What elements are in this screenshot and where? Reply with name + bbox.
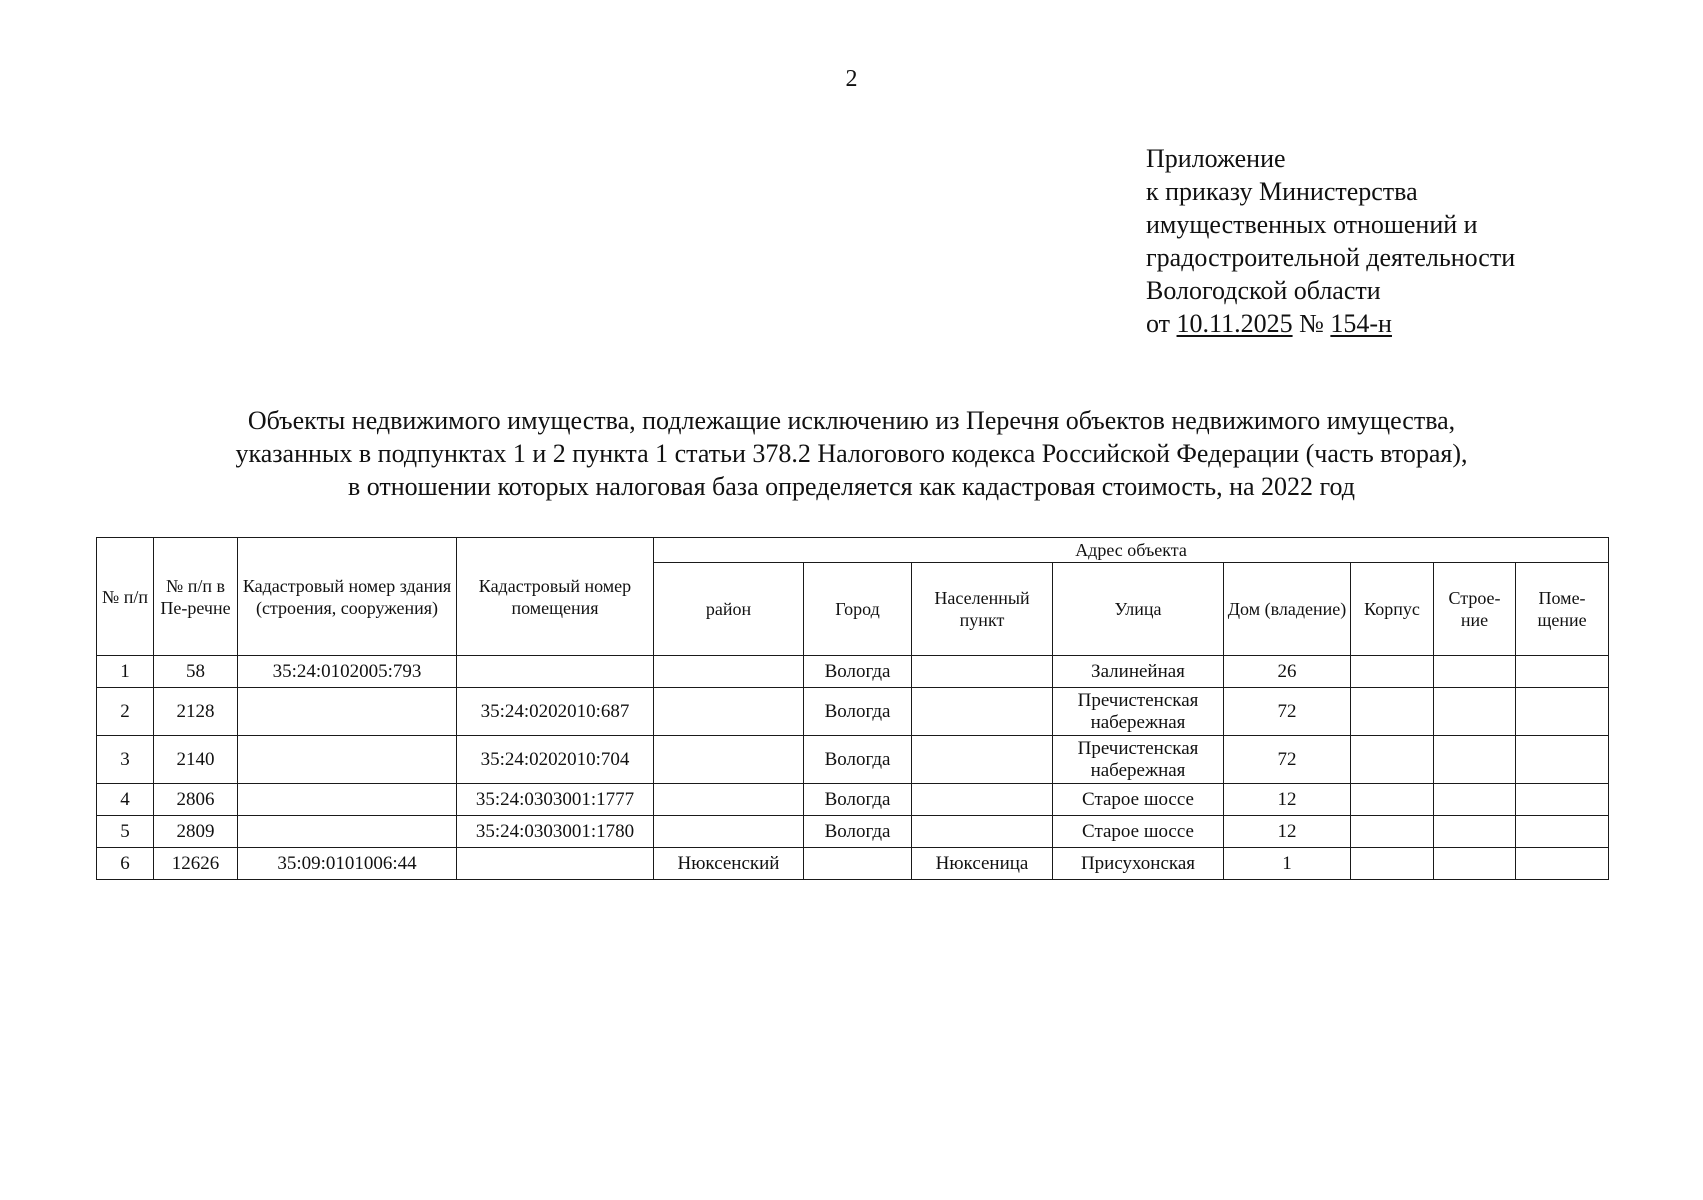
table-row: [97, 736, 1609, 784]
street-line: Пречистенская: [1077, 689, 1199, 711]
cell-room: [1516, 656, 1609, 688]
cell-district: Нюксенский: [654, 848, 804, 880]
cell-room-cadastral: 35:24:0202010:687: [457, 688, 654, 736]
header-room-cadastral: Кадастровый номер помещения: [457, 538, 654, 656]
cell-room: [1516, 816, 1609, 848]
cell-num: 6: [97, 848, 154, 880]
objects-table: [96, 537, 1609, 880]
appendix-date-prefix: от: [1146, 309, 1171, 338]
appendix-line: Вологодской области: [1146, 276, 1381, 305]
cell-street: [1053, 848, 1224, 880]
cell-building-cadastral: 35:09:0101006:44: [238, 848, 457, 880]
cell-district: [654, 736, 804, 784]
header-house: Дом (владение): [1224, 563, 1351, 656]
cell-settlement: [912, 656, 1053, 688]
table-row: [97, 816, 1609, 848]
cell-korpus: [1351, 688, 1434, 736]
street-line: набережная: [1090, 711, 1186, 733]
header-structure: Строе-ние: [1434, 563, 1516, 656]
cell-house: 72: [1224, 688, 1351, 736]
street-line: Пречистенская: [1077, 737, 1199, 759]
cell-building-cadastral: 35:24:0102005:793: [238, 656, 457, 688]
cell-city: Вологда: [804, 784, 912, 816]
table-row: [97, 656, 1609, 688]
title-line: Объекты недвижимого имущества, подлежащие исключению из Перечня объектов недвижимого имущества,: [247, 406, 1456, 435]
cell-room-cadastral: [457, 848, 654, 880]
cell-city: [804, 848, 912, 880]
cell-room-cadastral: 35:24:0303001:1777: [457, 784, 654, 816]
street-line: Присухонская: [1080, 852, 1196, 874]
cell-street: [1053, 736, 1224, 784]
cell-district: [654, 816, 804, 848]
cell-room-cadastral: [457, 656, 654, 688]
cell-street: [1053, 816, 1224, 848]
cell-building-cadastral: [238, 784, 457, 816]
cell-structure: [1434, 848, 1516, 880]
cell-structure: [1434, 688, 1516, 736]
page-number: 2: [845, 66, 858, 92]
cell-street: [1053, 784, 1224, 816]
cell-room-cadastral: 35:24:0202010:704: [457, 736, 654, 784]
cell-num: 4: [97, 784, 154, 816]
cell-district: [654, 784, 804, 816]
cell-settlement: [912, 688, 1053, 736]
cell-settlement: [912, 736, 1053, 784]
cell-building-cadastral: [238, 688, 457, 736]
cell-city: Вологда: [804, 816, 912, 848]
table-row: [97, 688, 1609, 736]
street-line: набережная: [1090, 759, 1186, 781]
cell-house: 1: [1224, 848, 1351, 880]
cell-city: Вологда: [804, 736, 912, 784]
cell-structure: [1434, 736, 1516, 784]
cell-list-num: 58: [154, 656, 238, 688]
cell-house: 26: [1224, 656, 1351, 688]
cell-list-num: 2140: [154, 736, 238, 784]
appendix-line: к приказу Министерства: [1146, 177, 1418, 206]
header-street: Улица: [1053, 563, 1224, 656]
number-sign: №: [1299, 309, 1324, 338]
header-korpus: Корпус: [1351, 563, 1434, 656]
appendix-line: градостроительной деятельности: [1146, 243, 1516, 272]
cell-num: 5: [97, 816, 154, 848]
table-row: [97, 848, 1609, 880]
appendix-date-line: [1146, 307, 1515, 340]
cell-korpus: [1351, 656, 1434, 688]
cell-structure: [1434, 656, 1516, 688]
header-city: Город: [804, 563, 912, 656]
header-num: № п/п: [97, 538, 154, 656]
cell-street: [1053, 688, 1224, 736]
cell-num: 2: [97, 688, 154, 736]
cell-num: 1: [97, 656, 154, 688]
cell-city: Вологда: [804, 656, 912, 688]
appendix-line: имущественных отношений и: [1146, 210, 1478, 239]
cell-list-num: 2806: [154, 784, 238, 816]
cell-settlement: [912, 816, 1053, 848]
header-room: Поме-щение: [1516, 563, 1609, 656]
document-title: [0, 404, 1703, 503]
cell-room: [1516, 848, 1609, 880]
cell-list-num: 2128: [154, 688, 238, 736]
title-line: указанных в подпунктах 1 и 2 пункта 1 статьи 378.2 Налогового кодекса Российской Федерации (часть вторая),: [235, 439, 1468, 468]
header-building-cadastral: Кадастровый номер здания (строения, сооружения): [238, 538, 457, 656]
cell-korpus: [1351, 736, 1434, 784]
cell-num: 3: [97, 736, 154, 784]
cell-settlement: [912, 784, 1053, 816]
cell-korpus: [1351, 784, 1434, 816]
cell-korpus: [1351, 848, 1434, 880]
cell-settlement: Нюксеница: [912, 848, 1053, 880]
header-district: район: [654, 563, 804, 656]
cell-room-cadastral: 35:24:0303001:1780: [457, 816, 654, 848]
street-line: Старое шоссе: [1082, 820, 1194, 842]
cell-list-num: 12626: [154, 848, 238, 880]
cell-structure: [1434, 784, 1516, 816]
street-line: Залинейная: [1091, 660, 1185, 682]
header-list-num: № п/п в Пе-речне: [154, 538, 238, 656]
appendix-line: Приложение: [1146, 144, 1286, 173]
appendix-block: [1146, 142, 1515, 340]
cell-room: [1516, 688, 1609, 736]
cell-district: [654, 656, 804, 688]
cell-district: [654, 688, 804, 736]
cell-room: [1516, 784, 1609, 816]
title-line: в отношении которых налоговая база определяется как кадастровая стоимость, на 2022 год: [347, 472, 1356, 501]
header-settlement: Населенный пункт: [912, 563, 1053, 656]
cell-korpus: [1351, 816, 1434, 848]
cell-street: [1053, 656, 1224, 688]
cell-house: 12: [1224, 816, 1351, 848]
cell-room: [1516, 736, 1609, 784]
cell-structure: [1434, 816, 1516, 848]
order-date: 10.11.2025: [1176, 309, 1293, 338]
cell-city: Вологда: [804, 688, 912, 736]
order-number: 154-н: [1330, 309, 1392, 338]
cell-house: 72: [1224, 736, 1351, 784]
cell-list-num: 2809: [154, 816, 238, 848]
table-row: [97, 784, 1609, 816]
cell-house: 12: [1224, 784, 1351, 816]
header-address-group: Адрес объекта: [654, 538, 1609, 563]
cell-building-cadastral: [238, 816, 457, 848]
street-line: Старое шоссе: [1082, 788, 1194, 810]
cell-building-cadastral: [238, 736, 457, 784]
